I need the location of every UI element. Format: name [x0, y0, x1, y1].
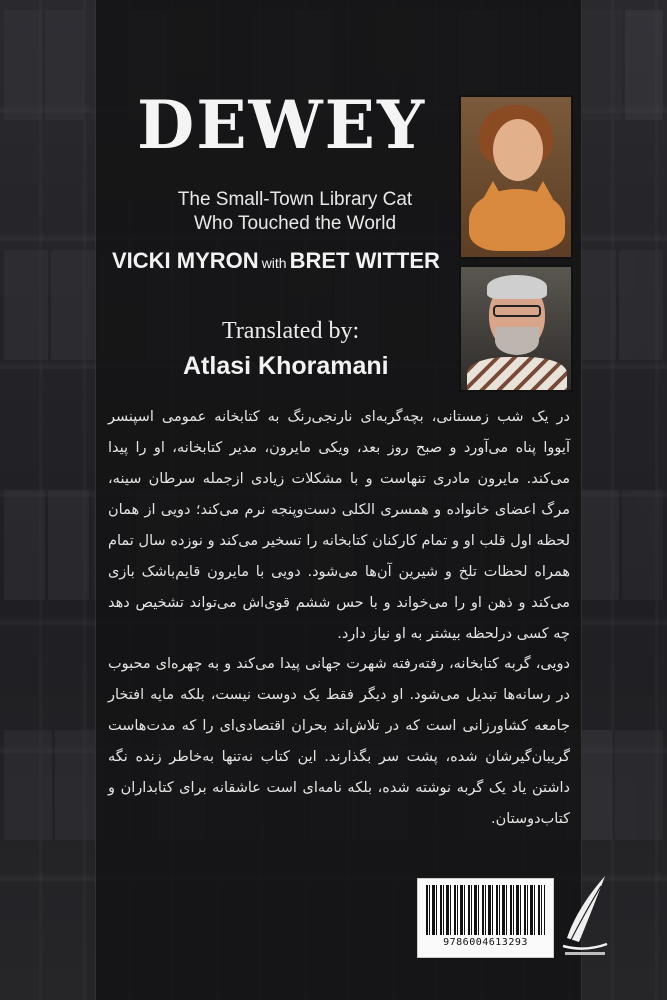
- co-author-name: BRET WITTER: [289, 248, 440, 273]
- isbn-barcode: [417, 878, 554, 958]
- orange-cat-icon: [469, 189, 565, 251]
- description-paragraph-2: دویی، گربه کتابخانه، رفته‌رفته شهرت جهانی پیدا می‌کند و به چهره‌ای محبوب در رسانه‌ها تبدیل می‌شود. او دیگر فقط یک دوست نیست، بلکه مایه افتخار جامعه کشاورزانی است که در تلاش‌اند بحران اقتصادی‌ای را که مدت‌هاست گریبان‌گیرشان شده، پشت سر بگذارند. این کتاب نه‌تنها به‌خاطر زنده نگه داشتن یاد یک گربه نوشته شده، بلکه نامه‌ای است عاشقانه برای کتابداران و کتاب‌دوستان.: [108, 656, 570, 827]
- subtitle-line-1: The Small-Town Library Cat: [177, 189, 413, 210]
- description-paragraph-1: در یک شب زمستانی، بچه‌گربه‌ای نارنجی‌رنگ به کتابخانه عمومی اسپنسر آیووا پناه می‌آورد و صبح روز بعد، ویکی مایرون، مدیر کتابخانه، او را پیدا می‌کند. مایرون مادری تنهاست و با مشکلات زیادی ازجمله سرطان سینه، مرگ اعضای خانواده و همسری الکلی دست‌وپنجه نرم می‌کند؛ دویی از همان لحظه اول قلب او و تمام کارکنان کتابخانه را تسخیر می‌کند و نوزده سال تمام همراه لحظات تلخ و شیرین آن‌ها می‌شود. دویی با مایرون قایم‌باشک بازی می‌کند و ذهن او را می‌خواند و با حس ششم قوی‌اش می‌تواند تشخیص دهد چه کسی درلحظه بیشتر به او نیاز دارد.: [108, 409, 570, 642]
- translated-by-label: Translated by:: [222, 318, 360, 344]
- translator-name: Atlasi Khoramani: [183, 352, 389, 380]
- author-with-cat-photo: [459, 95, 573, 259]
- author-name: VICKI MYRON: [112, 248, 259, 273]
- glasses-icon: [493, 305, 541, 317]
- with-word: with: [261, 255, 287, 271]
- subtitle-line-2: Who Touched the World: [193, 213, 397, 234]
- barcode-number: 9786004613293: [443, 937, 528, 948]
- co-author-photo: [459, 265, 573, 392]
- publisher-quill-logo: [557, 868, 612, 960]
- authors-line: [112, 248, 452, 274]
- barcode-bars: [426, 885, 545, 935]
- book-title: DEWEY: [137, 86, 427, 164]
- book-subtitle: [150, 188, 440, 236]
